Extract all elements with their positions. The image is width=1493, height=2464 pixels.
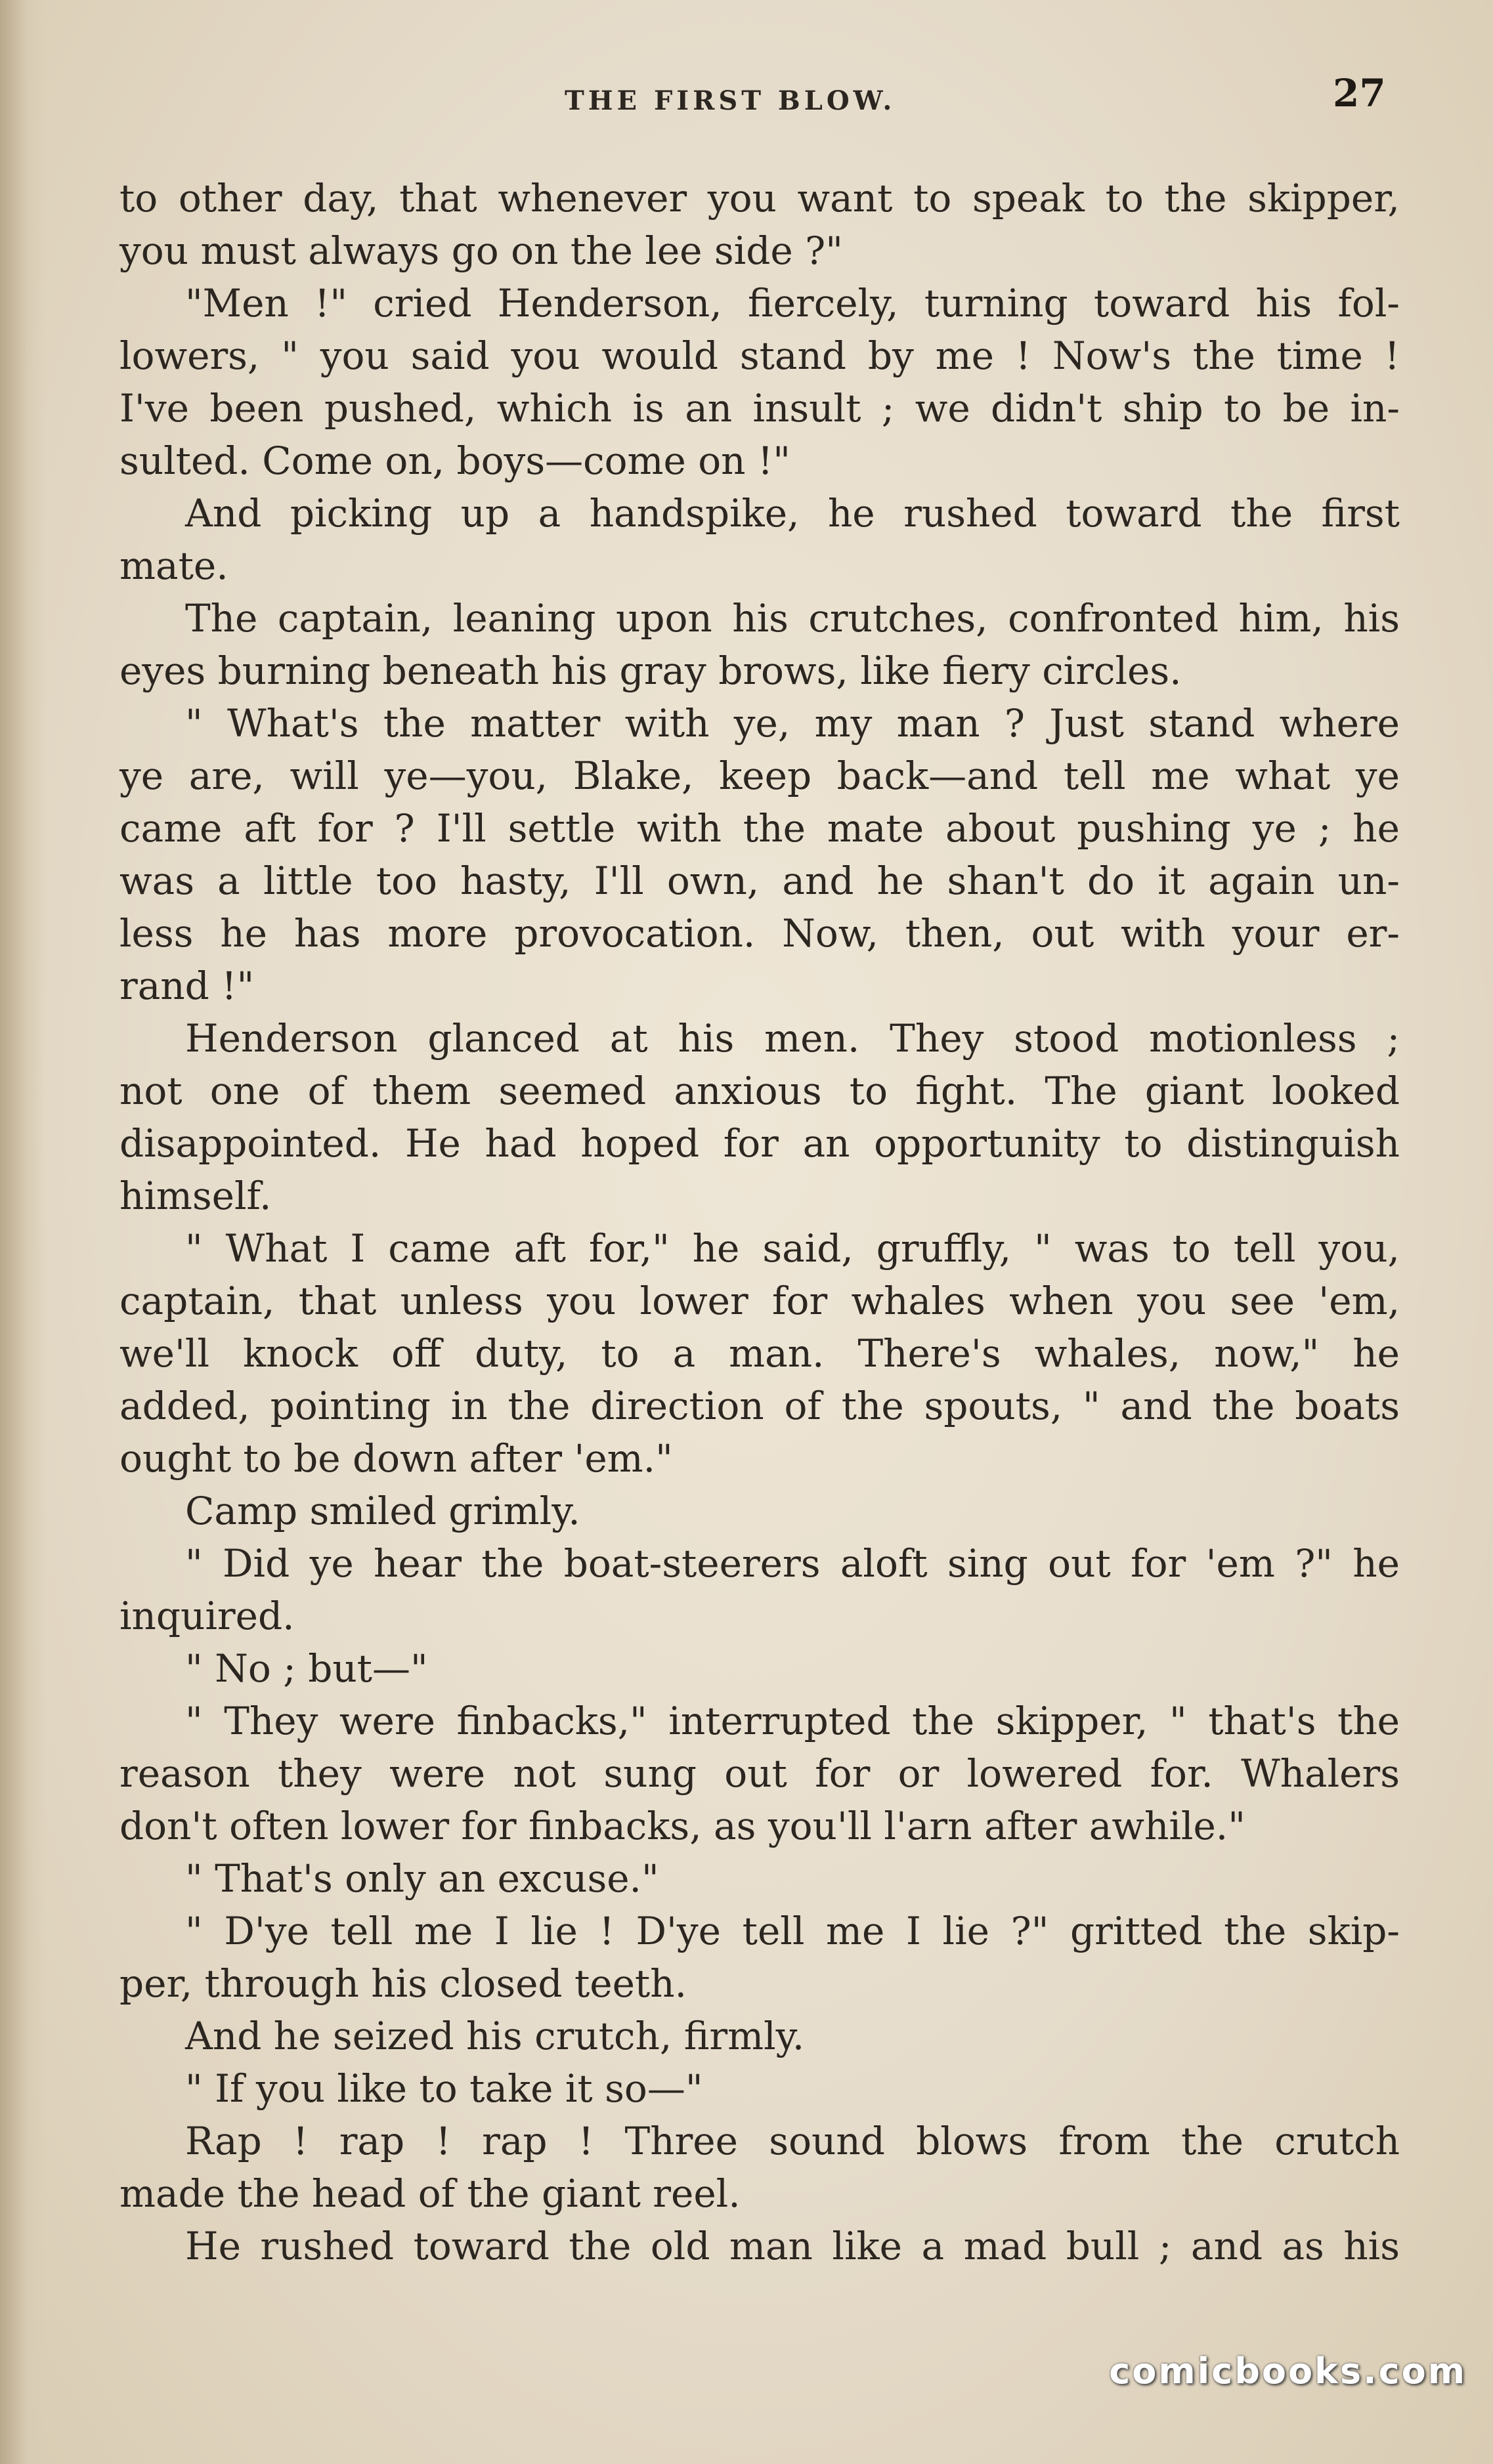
text-line: " What's the matter with ye, my man ? Just stand where [185,701,1400,746]
text-line: " D'ye tell me I lie ! D'ye tell me I lie ?" gritted the skip- [185,1909,1400,1953]
text-line: ye are, will ye—you, Blake, keep back—and tell me what ye [119,754,1400,798]
text-line: lowers, " you said you would stand by me ! Now's the time ! [119,333,1400,378]
running-title: THE FIRST BLOW. [565,85,896,116]
text-line: rand !" [119,964,255,1008]
text-line: don't often lower for finbacks, as you'll l'arn after awhile." [119,1804,1245,1848]
text-line: " What I came aft for," he said, gruffly, " was to tell you, [185,1226,1400,1271]
text-line: sulted. Come on, boys—come on !" [119,438,790,483]
text-line: eyes burning beneath his gray brows, like fiery circles. [119,648,1182,693]
text-line: we'll knock off duty, to a man. There's whales, now," he [119,1331,1400,1376]
text-line: And he seized his crutch, firmly. [185,2014,805,2058]
text-line: captain, that unless you lower for whales when you see 'em, [119,1279,1400,1323]
text-line: added, pointing in the direction of the spouts, " and the boats [119,1384,1400,1428]
page-number: 27 [1333,71,1386,116]
text-line: " No ; but—" [185,1646,428,1691]
text-line: " If you like to take it so—" [185,2066,703,2111]
text-line: less he has more provocation. Now, then, out with your er- [119,911,1400,956]
text-line: ought to be down after 'em." [119,1436,673,1481]
text-line: himself. [119,1174,272,1218]
text-line: " Did ye hear the boat-steerers aloft sing out for 'em ?" he [185,1541,1400,1586]
text-line: reason they were not sung out for or lowered for. Whalers [119,1751,1400,1796]
text-line: came aft for ? I'll settle with the mate about pushing ye ; he [119,806,1400,851]
text-line: Camp smiled grimly. [185,1489,580,1533]
text-line: made the head of the giant reel. [119,2171,741,2216]
text-line: Henderson glanced at his men. They stood motionless ; [185,1016,1400,1061]
text-line: disappointed. He had hoped for an opportunity to distinguish [119,1121,1400,1166]
text-line: " That's only an excuse." [185,1856,659,1901]
text-line: per, through his closed teeth. [119,1961,687,2006]
text-line: was a little too hasty, I'll own, and he shan't do it again un- [119,859,1400,903]
text-line: He rushed toward the old man like a mad bull ; and as his [185,2224,1400,2268]
text-line: you must always go on the lee side ?" [119,228,843,273]
body-text [119,172,1400,2272]
text-line: " They were finbacks," interrupted the skipper, " that's the [185,1699,1400,1743]
page-edge-shadow [0,0,46,2464]
text-line: I've been pushed, which is an insult ; we didn't ship to be in- [119,386,1400,431]
text-line: And picking up a handspike, he rushed toward the first [185,491,1400,536]
text-line: not one of them seemed anxious to fight. The giant looked [119,1069,1400,1113]
text-line: Rap ! rap ! rap ! Three sound blows from the crutch [185,2119,1400,2163]
text-line: "Men !" cried Henderson, fiercely, turning toward his fol- [185,281,1400,326]
site-watermark: comicbooks.com [1109,2350,1467,2392]
text-line: inquired. [119,1594,295,1638]
text-line: to other day, that whenever you want to speak to the skipper, [119,176,1400,221]
text-line: mate. [119,543,228,588]
text-line: The captain, leaning upon his crutches, confronted him, his [185,596,1400,641]
